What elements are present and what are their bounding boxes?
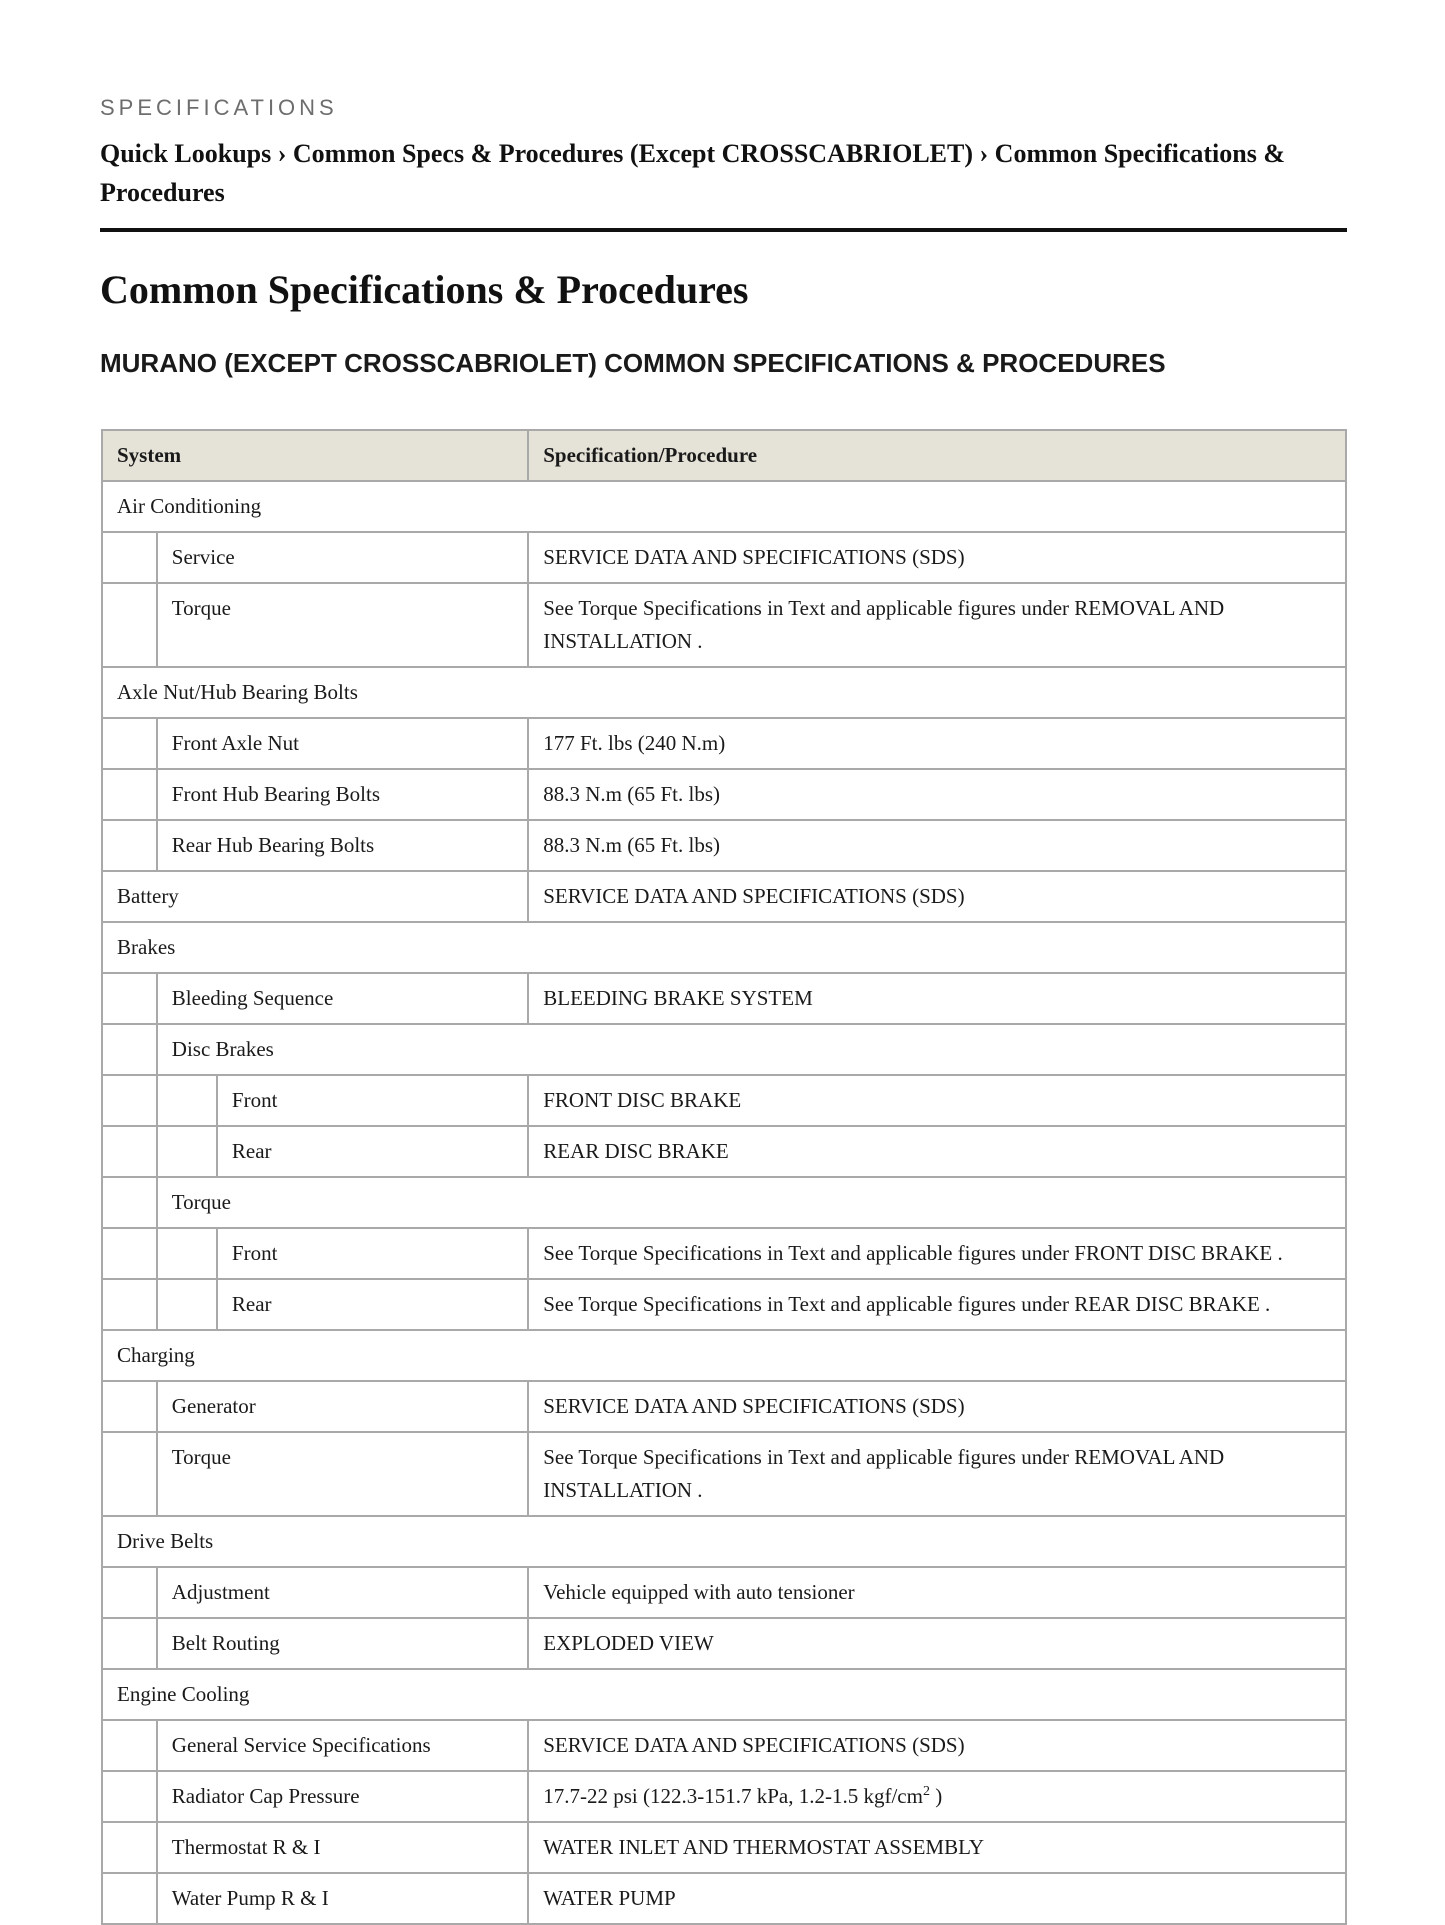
system-cell: Service — [157, 532, 528, 583]
table-row — [102, 820, 1346, 871]
system-cell: Front — [217, 1228, 528, 1279]
table-row — [102, 1618, 1346, 1669]
indent-cell — [102, 1618, 157, 1669]
table-row — [102, 1126, 1346, 1177]
system-cell: General Service Specifications — [157, 1720, 528, 1771]
table-row — [102, 1771, 1346, 1822]
table-row — [102, 769, 1346, 820]
specification-cell — [528, 1228, 1346, 1279]
system-cell: Air Conditioning — [102, 481, 1346, 532]
specification-text: WATER PUMP — [543, 1886, 676, 1910]
indent-cell — [102, 1228, 157, 1279]
table-row — [102, 1075, 1346, 1126]
indent-cell — [102, 1873, 157, 1924]
specification-text: Vehicle equipped with auto tensioner — [543, 1580, 855, 1604]
table-row — [102, 1720, 1346, 1771]
system-cell: Rear Hub Bearing Bolts — [157, 820, 528, 871]
specification-text: EXPLODED VIEW — [543, 1631, 714, 1655]
specification-text: SERVICE DATA AND SPECIFICATIONS (SDS) — [543, 545, 965, 569]
indent-cell — [102, 973, 157, 1024]
specification-cell — [528, 583, 1346, 667]
system-cell: Bleeding Sequence — [157, 973, 528, 1024]
specification-text: See Torque Specifications in Text and applicable figures under REMOVAL AND INSTALLATION . — [543, 1445, 1225, 1502]
table-row — [102, 1822, 1346, 1873]
system-cell: Torque — [157, 1177, 1346, 1228]
specification-cell — [528, 1075, 1346, 1126]
specification-text: SERVICE DATA AND SPECIFICATIONS (SDS) — [543, 884, 965, 908]
system-cell: Front Axle Nut — [157, 718, 528, 769]
indent-cell — [102, 1432, 157, 1516]
table-row — [102, 1024, 1346, 1075]
table-row — [102, 1432, 1346, 1516]
system-cell: Disc Brakes — [157, 1024, 1346, 1075]
indent-cell — [157, 1075, 217, 1126]
specification-cell — [528, 1822, 1346, 1873]
table-row — [102, 1177, 1346, 1228]
indent-cell — [102, 1075, 157, 1126]
specification-text: WATER INLET AND THERMOSTAT ASSEMBLY — [543, 1835, 984, 1859]
system-cell: Battery — [102, 871, 528, 922]
specification-cell — [528, 1567, 1346, 1618]
specification-text: 88.3 N.m (65 Ft. lbs) — [543, 833, 720, 857]
page-subtitle: MURANO (EXCEPT CROSSCABRIOLET) COMMON SPECIFICATIONS & PROCEDURES — [100, 348, 1166, 378]
indent-cell — [102, 1720, 157, 1771]
table-row — [102, 583, 1346, 667]
superscript: 2 — [922, 1784, 930, 1799]
specification-text: See Torque Specifications in Text and applicable figures under REMOVAL AND INSTALLATION . — [543, 596, 1225, 653]
indent-cell — [102, 583, 157, 667]
specification-cell — [528, 1618, 1346, 1669]
specification-cell — [528, 1126, 1346, 1177]
table-row — [102, 922, 1346, 973]
column-header-system: System — [102, 430, 528, 481]
specification-text: 177 Ft. lbs (240 N.m) — [543, 731, 726, 755]
specification-text: 17.7-22 psi (122.3-151.7 kPa, 1.2-1.5 kgf/cm — [543, 1784, 923, 1808]
system-cell: Radiator Cap Pressure — [157, 1771, 528, 1822]
specification-cell — [528, 820, 1346, 871]
system-cell: Water Pump R & I — [157, 1873, 528, 1924]
specification-text: FRONT DISC BRAKE — [543, 1088, 742, 1112]
system-cell: Front Hub Bearing Bolts — [157, 769, 528, 820]
specification-cell — [528, 769, 1346, 820]
indent-cell — [157, 1126, 217, 1177]
specification-cell — [528, 1381, 1346, 1432]
table-row — [102, 1279, 1346, 1330]
system-cell: Torque — [157, 1432, 528, 1516]
system-cell: Drive Belts — [102, 1516, 1346, 1567]
table-row — [102, 1381, 1346, 1432]
section-kicker: SPECIFICATIONS — [100, 95, 338, 120]
indent-cell — [102, 1822, 157, 1873]
indent-cell — [157, 1228, 217, 1279]
table-row — [102, 481, 1346, 532]
specification-text: See Torque Specifications in Text and applicable figures under REAR DISC BRAKE . — [543, 1292, 1271, 1316]
system-cell: Axle Nut/Hub Bearing Bolts — [102, 667, 1346, 718]
breadcrumb: Quick Lookups › Common Specs & Procedures (Except CROSSCABRIOLET) › Common Specifications & Procedures — [100, 139, 1285, 207]
indent-cell — [102, 1567, 157, 1618]
specification-cell — [528, 1720, 1346, 1771]
specification-cell — [528, 1279, 1346, 1330]
table-row — [102, 1873, 1346, 1924]
table-row — [102, 1669, 1346, 1720]
indent-cell — [102, 1279, 157, 1330]
specification-text: BLEEDING BRAKE SYSTEM — [543, 986, 813, 1010]
specification-cell — [528, 973, 1346, 1024]
indent-cell — [102, 1126, 157, 1177]
indent-cell — [102, 718, 157, 769]
specification-text: SERVICE DATA AND SPECIFICATIONS (SDS) — [543, 1394, 965, 1418]
system-cell: Thermostat R & I — [157, 1822, 528, 1873]
header-divider — [100, 228, 1347, 232]
specification-text: REAR DISC BRAKE — [543, 1139, 729, 1163]
indent-cell — [102, 532, 157, 583]
table-row — [102, 718, 1346, 769]
table-body — [102, 481, 1346, 1924]
system-cell: Brakes — [102, 922, 1346, 973]
system-cell: Charging — [102, 1330, 1346, 1381]
indent-cell — [102, 1024, 157, 1075]
system-cell: Adjustment — [157, 1567, 528, 1618]
system-cell: Belt Routing — [157, 1618, 528, 1669]
indent-cell — [102, 820, 157, 871]
specification-text-tail: ) — [929, 1784, 943, 1808]
indent-cell — [102, 769, 157, 820]
column-header-specification: Specification/Procedure — [528, 430, 1346, 481]
table-row — [102, 871, 1346, 922]
indent-cell — [102, 1381, 157, 1432]
specifications-table — [101, 429, 1347, 1925]
indent-cell — [102, 1177, 157, 1228]
table-row — [102, 973, 1346, 1024]
indent-cell — [102, 1771, 157, 1822]
table-row — [102, 1330, 1346, 1381]
system-cell: Torque — [157, 583, 528, 667]
page-title: Common Specifications & Procedures — [100, 267, 749, 312]
specification-cell — [528, 718, 1346, 769]
system-cell: Generator — [157, 1381, 528, 1432]
specification-text: SERVICE DATA AND SPECIFICATIONS (SDS) — [543, 1733, 965, 1757]
system-cell: Rear — [217, 1126, 528, 1177]
specification-cell — [528, 1873, 1346, 1924]
specification-text: See Torque Specifications in Text and applicable figures under FRONT DISC BRAKE . — [543, 1241, 1283, 1265]
specification-cell — [528, 1771, 1346, 1822]
table-row — [102, 1228, 1346, 1279]
system-cell: Front — [217, 1075, 528, 1126]
specification-cell — [528, 871, 1346, 922]
system-cell: Rear — [217, 1279, 528, 1330]
table-header-row — [102, 430, 1346, 481]
specification-cell — [528, 532, 1346, 583]
indent-cell — [157, 1279, 217, 1330]
table-row — [102, 1567, 1346, 1618]
table-row — [102, 667, 1346, 718]
specification-cell — [528, 1432, 1346, 1516]
system-cell: Engine Cooling — [102, 1669, 1346, 1720]
table-row — [102, 1516, 1346, 1567]
specification-text: 88.3 N.m (65 Ft. lbs) — [543, 782, 720, 806]
table-row — [102, 532, 1346, 583]
